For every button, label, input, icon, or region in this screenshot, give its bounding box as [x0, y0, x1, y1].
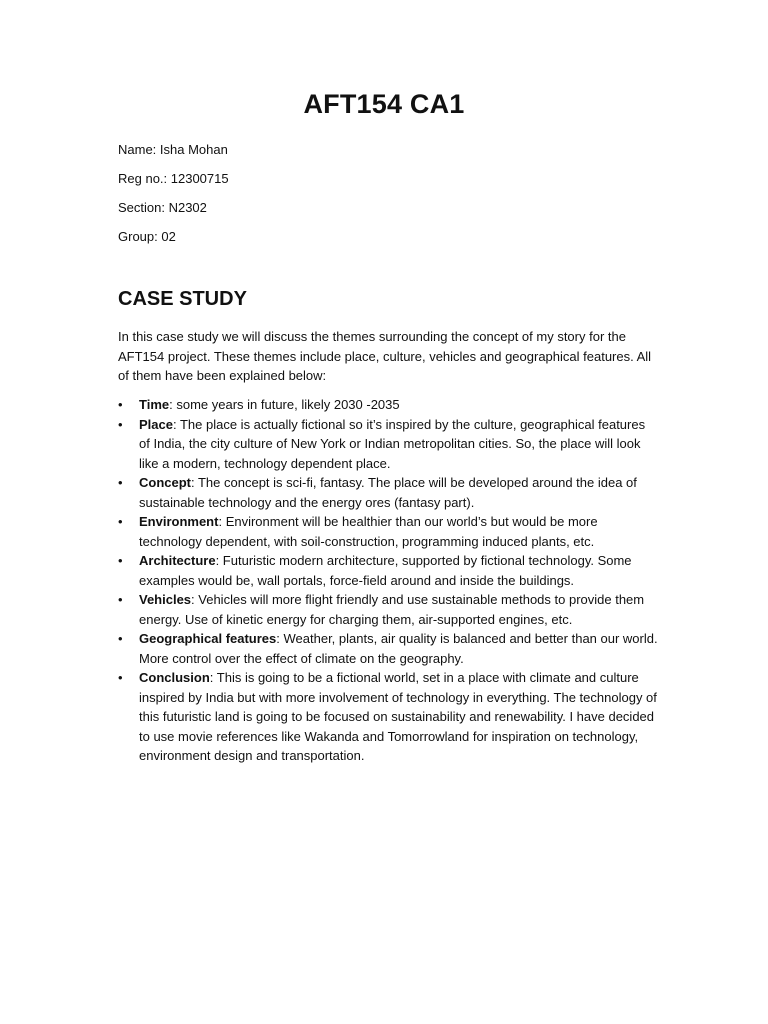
bullet-icon: • — [118, 670, 123, 685]
themes-list — [118, 395, 658, 766]
list-item-text: : some years in future, likely 2030 -2035 — [169, 397, 400, 412]
list-item-term: Environment — [139, 514, 219, 529]
list-item-term: Vehicles — [139, 592, 192, 607]
case-study-intro: In this case study we will discuss the themes surrounding the concept of my story for the AFT154 project. These themes include place, culture, vehicles and geographical features. All of them have been explained below: — [118, 329, 652, 383]
list-item-environment — [118, 512, 658, 551]
list-item-text: : Weather, plants, air quality is balanced and better than our world. More control over the effect of climate on the geography. — [139, 631, 658, 666]
list-item-text: : The concept is sci-fi, fantasy. The place will be developed around the idea of sustainable technology and the energy ores (fantasy part). — [139, 475, 637, 510]
list-item-term: Conclusion — [139, 670, 210, 685]
case-study-heading: CASE STUDY — [118, 288, 247, 310]
list-item-term: Concept — [139, 475, 191, 490]
bullet-icon: • — [118, 397, 123, 412]
list-item-term: Place — [139, 416, 173, 432]
list-item-text: : Futuristic modern architecture, supported by fictional technology. Some examples would be, wall portals, force-field around and inside the buildings. — [139, 553, 632, 588]
group-number: Group: 02 — [118, 229, 176, 244]
bullet-icon: • — [118, 475, 123, 490]
list-item-text: : Environment will be healthier than our world’s but would be more technology dependent, with soil-construction, programming induced plants, etc. — [139, 514, 598, 549]
bullet-icon: • — [118, 514, 123, 529]
list-item-text: : This is going to be a fictional world, set in a place with climate and culture inspired by India but with more involvement of technology in everything. The technology of this futuristic land is going to be focused on sustainability and renewability. I have decided to use movie references like Wakanda and Tomorrowland for inspiration on technology, environment design and transportation. — [139, 670, 657, 763]
document-title: AFT154 CA1 — [303, 89, 465, 119]
list-item-vehicles — [118, 590, 658, 629]
list-item-geographical-features — [118, 629, 658, 668]
list-item-concept — [118, 473, 658, 512]
list-item-text: : The place is actually fictional so it’s inspired by the culture, geographical features of India, the city culture of New York or Indian metropolitan cities. So, the place will look like a modern, technology dependent place. — [139, 416, 646, 471]
list-item-term: Time — [139, 397, 170, 412]
student-name: Name: Isha Mohan — [118, 142, 228, 157]
section-code: Section: N2302 — [118, 200, 207, 215]
bullet-icon: • — [118, 592, 123, 607]
list-item-term: Architecture — [139, 553, 216, 568]
registration-number: Reg no.: 12300715 — [118, 171, 229, 186]
student-details — [118, 141, 229, 257]
list-item-architecture — [118, 551, 658, 590]
list-item-time — [118, 395, 658, 415]
bullet-icon: • — [118, 416, 123, 432]
list-item-conclusion — [118, 668, 658, 766]
list-item-term: Geographical features — [139, 631, 277, 646]
list-item-text: : Vehicles will more flight friendly and use sustainable methods to provide them energy. Use of kinetic energy for charging them, air-supported engines, etc. — [139, 592, 645, 627]
bullet-icon: • — [118, 553, 123, 568]
list-item-place — [118, 415, 658, 474]
bullet-icon: • — [118, 631, 123, 646]
